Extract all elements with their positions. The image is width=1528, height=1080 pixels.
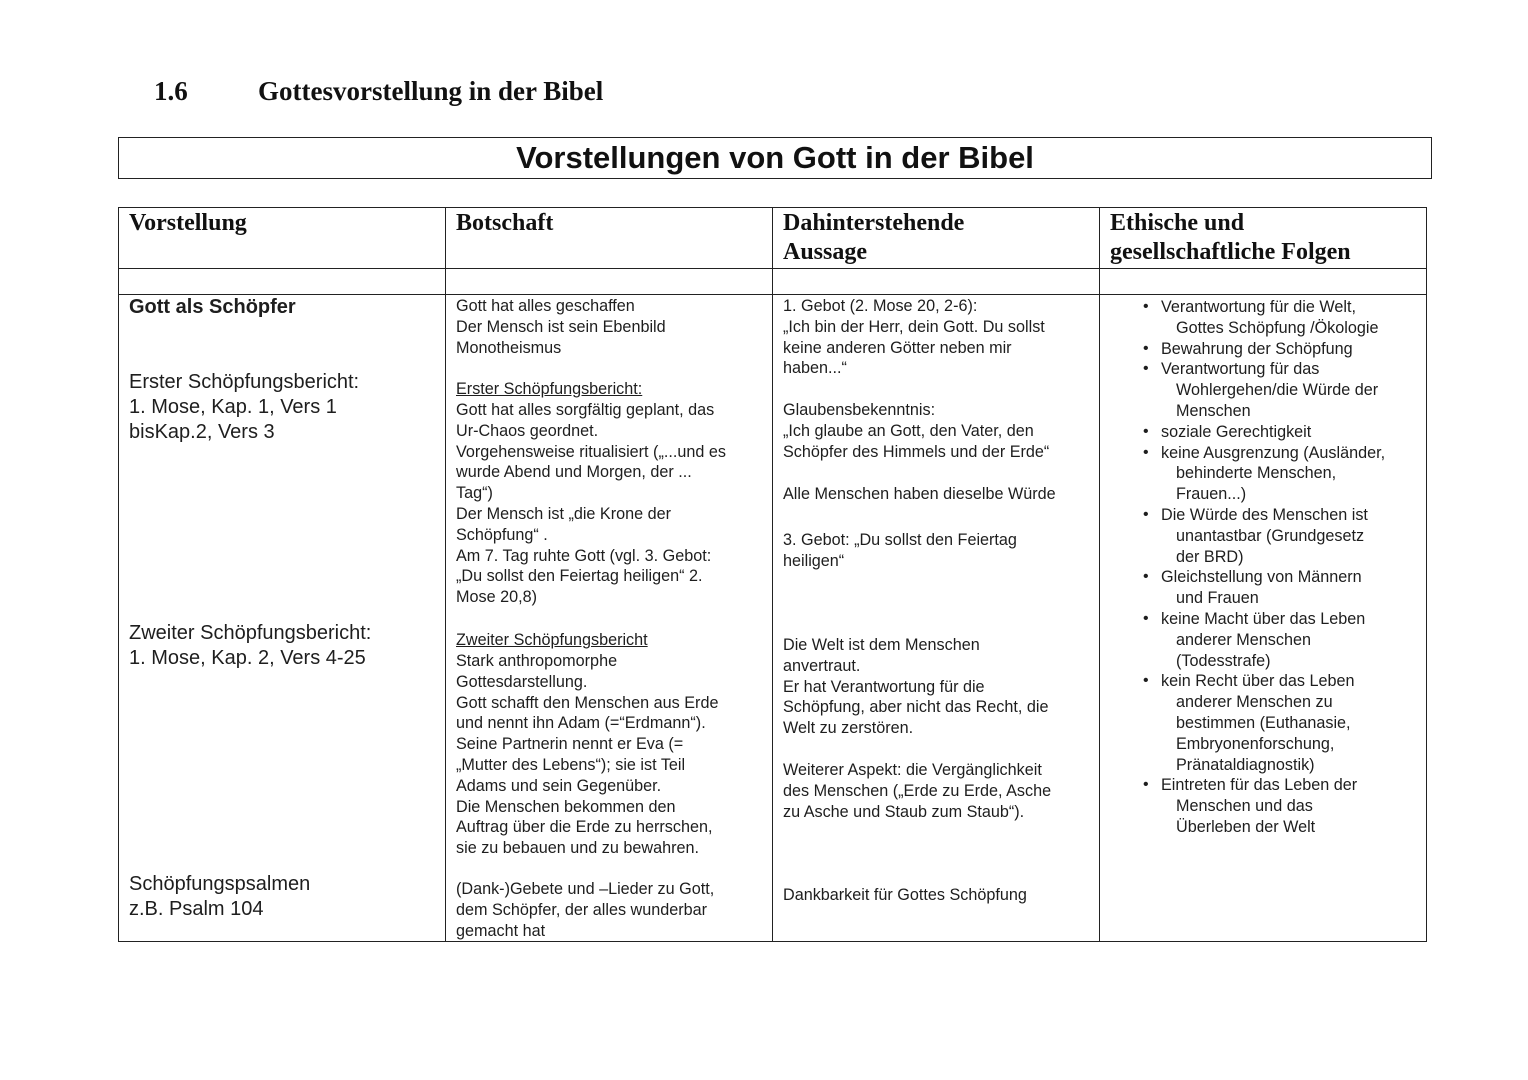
text-line: 1. Mose, Kap. 1, Vers 1 [129,396,337,418]
text-line: Der Mensch ist sein Ebenbild [456,317,666,336]
folgen-item-line: anderer Menschen zu [1176,693,1333,712]
folgen-item [1141,359,1431,421]
folgen-item [1141,443,1431,505]
text-line: Die Menschen bekommen den [456,797,676,816]
folgen-item-line: kein Recht über das Leben [1161,672,1355,691]
column-divider [772,208,773,941]
folgen-item [1141,505,1431,567]
header-vorstellung [129,209,429,238]
text-line: heiligen“ [783,551,845,570]
header-botschaft [456,209,756,238]
text-line: „Du sollst den Feiertag heiligen“ 2. [456,567,703,586]
aussage-gebot3 [783,530,1017,572]
text-line: Schöpfung, aber nicht das Recht, die [783,698,1049,717]
text-line: anvertraut. [783,656,861,675]
vorstellung-heading: Gott als Schöpfer [129,296,296,318]
header-aussage [783,209,1083,267]
text-line: Vorgehensweise ritualisiert („...und es [456,442,726,461]
folgen-item [1141,339,1431,360]
header-folgen [1110,209,1420,267]
text-line: Weiterer Aspekt: die Vergänglichkeit [783,761,1042,779]
bullet-icon: • [1143,339,1149,357]
text-line: „Mutter des Lebens“); sie ist Teil [456,755,686,774]
text-line: zu Asche und Staub zum Staub“). [783,802,1025,821]
section-title: Gottesvorstellung in der Bibel [258,76,604,106]
text-line: und nennt ihn Adam (=“Erdmann“). [456,714,706,733]
folgen-item-line: keine Ausgrenzung (Ausländer, [1161,443,1386,462]
text-line: wurde Abend und Morgen, der ... [456,463,692,482]
folgen-item-line: Verantwortung für die Welt, [1161,298,1356,316]
bullet-icon: • [1143,443,1149,461]
folgen-item [1141,775,1431,837]
botschaft-first-text [456,400,726,608]
text-line: z.B. Psalm 104 [129,898,264,920]
aussage-gebot1 [783,296,1045,379]
botschaft-first-heading: Erster Schöpfungsbericht: [456,380,643,398]
bullet-icon: • [1143,672,1149,690]
folgen-item-line: Menschen und das [1176,797,1313,816]
section-number: 1.6 [154,76,188,106]
text-line: 3. Gebot: „Du sollst den Feiertag [783,531,1017,549]
folgen-item-line: behinderte Menschen, [1176,464,1337,483]
bullet-icon: • [1143,422,1149,440]
text-line: haben...“ [783,359,847,378]
aussage-wuerde [783,484,1056,505]
text-line: des Menschen („Erde zu Erde, Asche [783,781,1052,800]
text-line: Auftrag über die Erde zu herrschen, [456,818,713,837]
folgen-item [1141,422,1431,443]
text-line: Die Welt ist dem Menschen [783,636,980,654]
bullet-icon: • [1143,298,1149,315]
text-line: dem Schöpfer, der alles wunderbar [456,900,708,919]
column-divider [1099,208,1100,941]
vorstellung-psalms [129,872,310,922]
text-line: Stark anthropomorphe [456,652,618,670]
text-line: Seine Partnerin nennt er Eva (= [456,735,684,754]
vorstellung-first-report [129,370,359,445]
text-line: Ethische und [1110,210,1245,236]
banner-title: Vorstellungen von Gott in der Bibel [118,137,1432,179]
folgen-item-line: bestimmen (Euthanasie, [1176,713,1351,732]
botschaft-second-text [456,651,718,859]
text-line: Gott hat alles geschaffen [456,297,635,315]
botschaft-psalms [456,879,714,941]
folgen-item-line: Wohlergehen/die Würde der [1176,381,1379,400]
text-line: „Ich glaube an Gott, den Vater, den [783,421,1034,440]
overview-table [118,207,1427,942]
folgen-item-line: anderer Menschen [1176,630,1311,649]
folgen-item-line: Die Würde des Menschen ist [1161,505,1368,524]
botschaft-second-heading: Zweiter Schöpfungsbericht [456,631,648,649]
aussage-dankbarkeit [783,885,1027,906]
folgen-item-line: und Frauen [1176,589,1259,608]
text-line: (Dank-)Gebete und –Lieder zu Gott, [456,880,715,898]
text-line: gemacht hat [456,921,546,940]
vorstellung-second-report [129,621,371,671]
folgen-item-line: Embryonenforschung, [1176,734,1335,753]
text-line: Er hat Verantwortung für die [783,677,985,696]
folgen-item-line: soziale Gerechtigkeit [1161,422,1312,441]
text-line: Monotheismus [456,338,562,357]
bullet-icon: • [1143,776,1149,794]
text-line: Alle Menschen haben dieselbe Würde [783,485,1056,503]
text-line: 1. Gebot (2. Mose 20, 2-6): [783,297,978,315]
bullet-icon: • [1143,609,1149,627]
text-line: Welt zu zerstören. [783,719,914,738]
text-line: Schöpfung“ . [456,525,548,544]
folgen-item [1141,671,1431,775]
text-line: Vorstellung [129,210,247,236]
text-line: Gott hat alles sorgfältig geplant, das [456,401,715,419]
folgen-item-line: Frauen...) [1176,485,1247,504]
folgen-item [1141,297,1431,339]
folgen-list [1141,297,1431,838]
folgen-item-line: Eintreten für das Leben der [1161,776,1358,795]
text-line: Dahinterstehende [783,210,965,236]
text-line: Dankbarkeit für Gottes Schöpfung [783,886,1027,904]
folgen-item-line: keine Macht über das Leben [1161,609,1366,628]
text-line: „Ich bin der Herr, dein Gott. Du sollst [783,317,1045,336]
folgen-item-line: Gleichstellung von Männern [1161,568,1362,587]
bullet-icon: • [1143,360,1149,378]
folgen-item [1141,609,1431,671]
text-line: Aussage [783,239,868,265]
text-line: 1. Mose, Kap. 2, Vers 4-25 [129,647,366,669]
text-line: bisKap.2, Vers 3 [129,421,275,443]
folgen-item-line: Bewahrung der Schöpfung [1161,339,1353,358]
aussage-glaubensbekenntnis [783,400,1049,462]
folgen-item-line: unantastbar (Grundgesetz [1176,526,1365,545]
text-line: gesellschaftliche Folgen [1110,239,1351,265]
text-line: Tag“) [456,484,493,503]
bullet-icon: • [1143,505,1149,523]
text-line: keine anderen Götter neben mir [783,338,1012,357]
folgen-item [1141,567,1431,609]
text-line: Am 7. Tag ruhte Gott (vgl. 3. Gebot: [456,546,712,565]
text-line: Zweiter Schöpfungsbericht: [129,622,372,644]
aussage-welt [783,635,1048,739]
text-line: Mose 20,8) [456,588,537,607]
text-line: Glaubensbekenntnis: [783,401,936,419]
text-line: Schöpfungspsalmen [129,873,311,895]
folgen-item-line: Menschen [1176,401,1251,420]
text-line: Schöpfer des Himmels und der Erde“ [783,442,1050,461]
folgen-item-line: Gottes Schöpfung /Ökologie [1176,318,1379,337]
folgen-item-line: Überleben der Welt [1176,817,1316,836]
section-heading [154,76,603,107]
bullet-icon: • [1143,568,1149,586]
text-line: Der Mensch ist „die Krone der [456,504,672,523]
text-line: Gottesdarstellung. [456,672,588,691]
column-divider [445,208,446,941]
text-line: Ur-Chaos geordnet. [456,421,599,440]
folgen-item-line: (Todesstrafe) [1176,651,1271,670]
text-line: Gott schafft den Menschen aus Erde [456,693,719,712]
text-line: Erster Schöpfungsbericht: [129,371,360,393]
folgen-item-line: Pränataldiagnostik) [1176,755,1315,774]
text-line: Adams und sein Gegenüber. [456,776,662,795]
folgen-item-line: der BRD) [1176,547,1244,566]
aussage-vergaenglichkeit [783,760,1051,822]
folgen-item-line: Verantwortung für das [1161,360,1320,379]
text-line: Botschaft [456,210,554,236]
text-line: sie zu bebauen und zu bewahren. [456,839,699,858]
botschaft-intro [456,296,666,358]
